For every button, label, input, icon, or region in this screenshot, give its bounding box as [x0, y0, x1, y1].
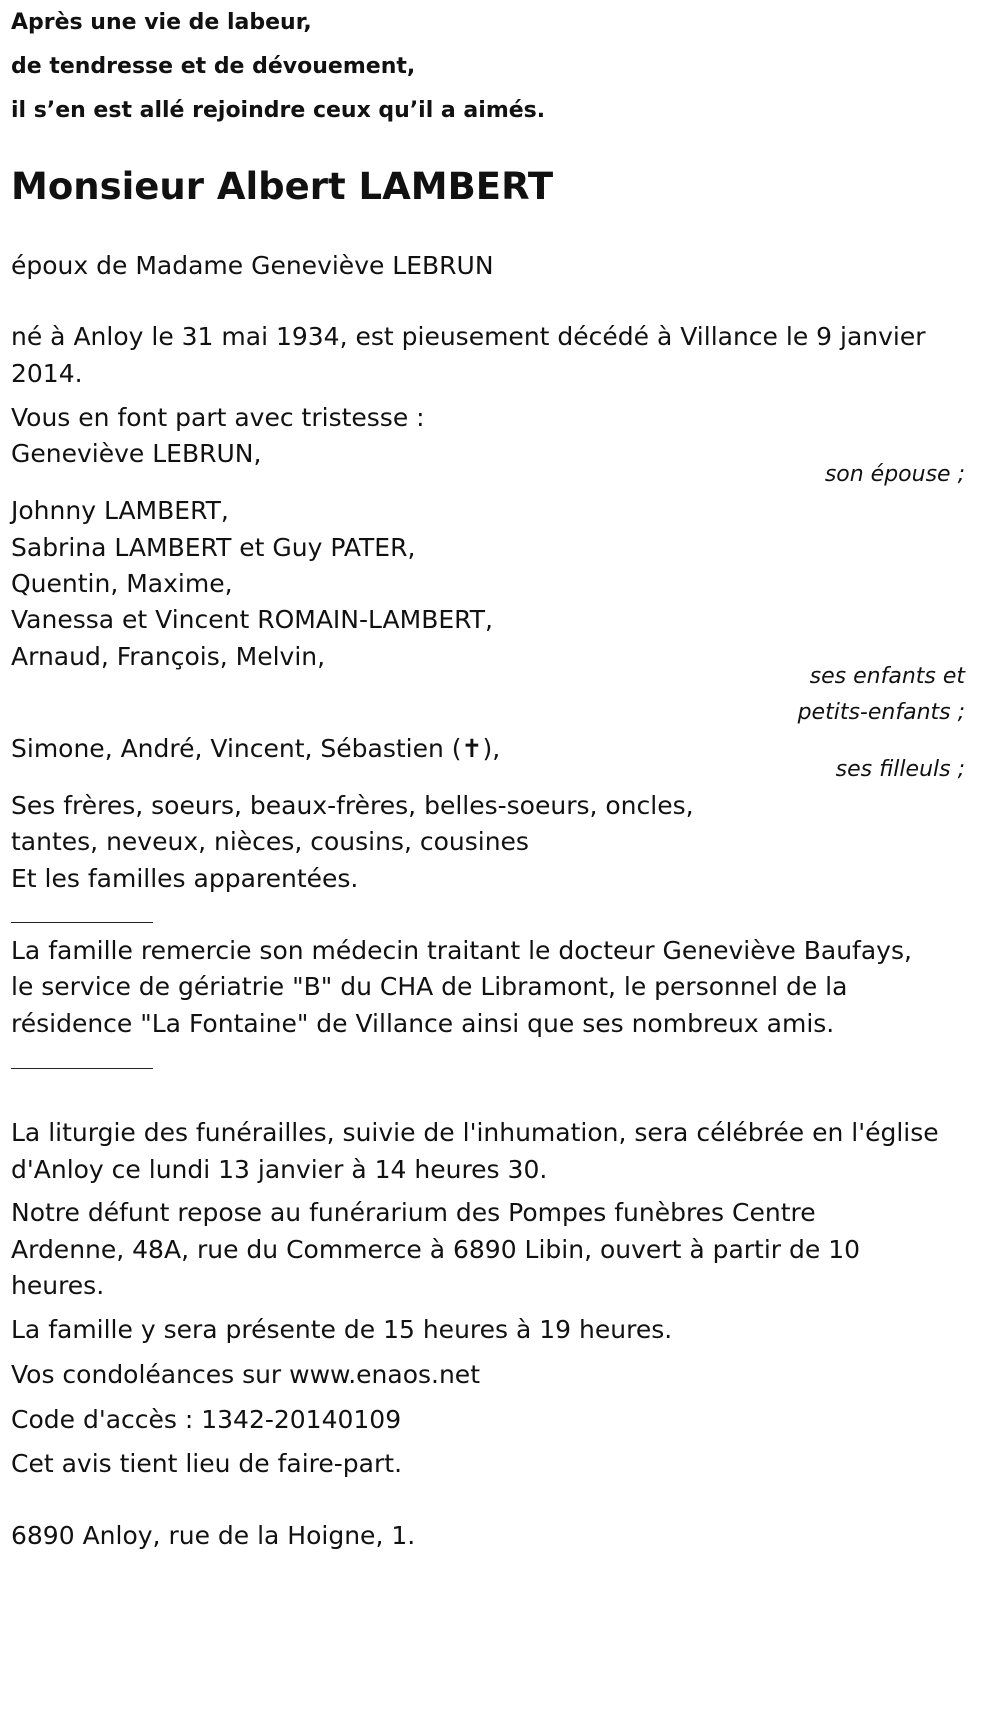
thanks-line: résidence "La Fontaine" de Villance ainsi que ses nombreux amis.	[11, 1009, 835, 1038]
child-line: Quentin, Maxime,	[11, 569, 233, 598]
spouse-role: son épouse ;	[824, 462, 965, 487]
quote-line-1: Après une vie de labeur,	[11, 10, 312, 35]
notice-line: Cet avis tient lieu de faire-part.	[11, 1449, 403, 1478]
relatives-line: tantes, neveux, nièces, cousins, cousines	[11, 827, 529, 856]
condolences-line: Vos condoléances sur www.enaos.net	[11, 1360, 480, 1389]
thanks-line: La famille remercie son médecin traitant le docteur Geneviève Baufays,	[11, 936, 912, 965]
liturgy-line: d'Anloy ce lundi 13 janvier à 14 heures 30.	[11, 1155, 548, 1184]
child-line: Vanessa et Vincent ROMAIN-LAMBERT,	[11, 605, 493, 634]
quote-line-3: il s’en est allé rejoindre ceux qu’il a aimés.	[11, 98, 546, 123]
birth-line-1: né à Anloy le 31 mai 1934, est pieusement décédé à Villance le 9 janvier	[11, 322, 926, 351]
quote-line-2: de tendresse et de dévouement,	[11, 54, 416, 79]
children-role-1: ses enfants et	[809, 664, 965, 689]
spouse-line: époux de Madame Geneviève LEBRUN	[11, 251, 494, 280]
rest-line: heures.	[11, 1271, 105, 1300]
rest-line: Notre défunt repose au funérarium des Pompes funèbres Centre	[11, 1198, 816, 1227]
separator-rule	[11, 1068, 153, 1069]
child-line: Johnny LAMBERT,	[11, 496, 229, 525]
liturgy-line: La liturgie des funérailles, suivie de l'inhumation, sera célébrée en l'église	[11, 1118, 939, 1147]
deceased-name: Monsieur Albert LAMBERT	[11, 165, 554, 208]
child-line: Arnaud, François, Melvin,	[11, 642, 326, 671]
thanks-line: le service de gériatrie "B" du CHA de Libramont, le personnel de la	[11, 972, 848, 1001]
presence-line: La famille y sera présente de 15 heures à 19 heures.	[11, 1315, 673, 1344]
children-role-2: petits-enfants ;	[797, 700, 965, 725]
birth-line-2: 2014.	[11, 359, 83, 388]
access-code-line: Code d'accès : 1342-20140109	[11, 1405, 402, 1434]
spouse-name: Geneviève LEBRUN,	[11, 439, 262, 468]
godchildren-line: Simone, André, Vincent, Sébastien (✝),	[11, 734, 501, 763]
relatives-line: Et les familles apparentées.	[11, 864, 359, 893]
relatives-line: Ses frères, soeurs, beaux-frères, belles-soeurs, oncles,	[11, 791, 694, 820]
child-line: Sabrina LAMBERT et Guy PATER,	[11, 533, 416, 562]
address-line: 6890 Anloy, rue de la Hoigne, 1.	[11, 1521, 416, 1550]
rest-line: Ardenne, 48A, rue du Commerce à 6890 Libin, ouvert à partir de 10	[11, 1235, 861, 1264]
separator-rule	[11, 922, 153, 923]
godchildren-role: ses filleuls ;	[835, 757, 965, 782]
announce-line: Vous en font part avec tristesse :	[11, 403, 425, 432]
